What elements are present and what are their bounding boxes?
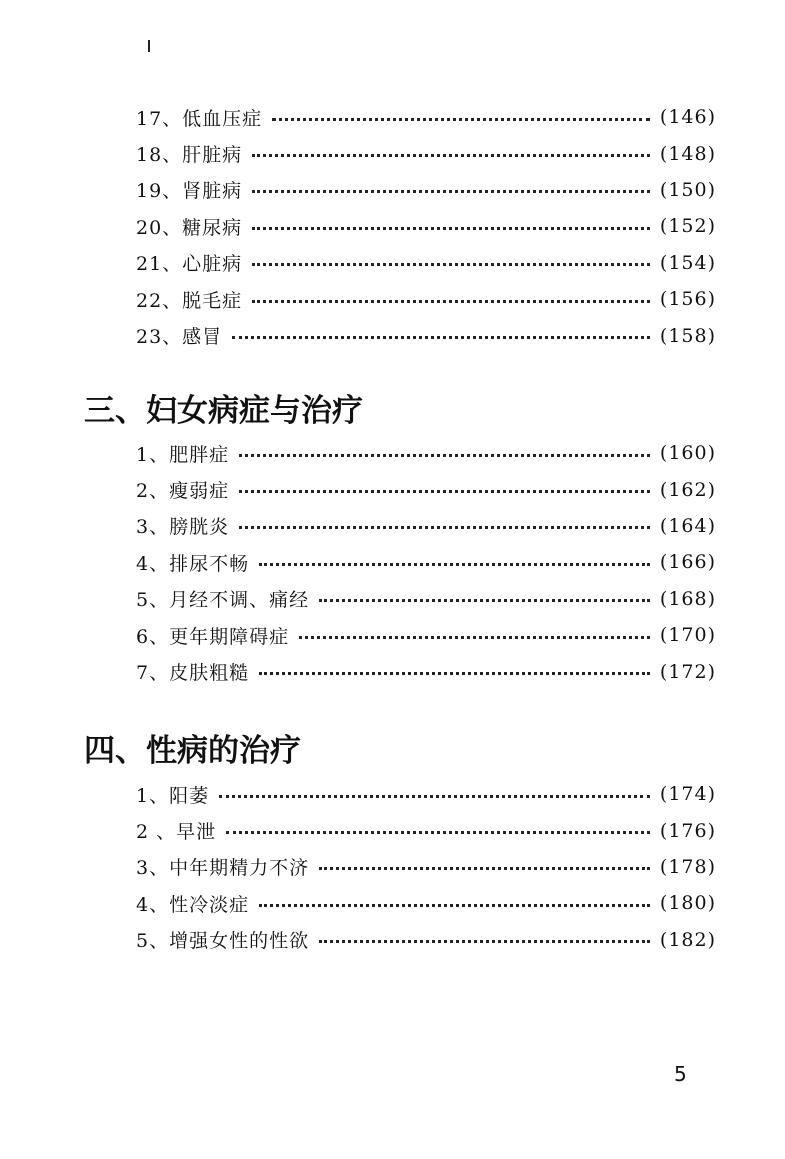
dot-leader [239, 490, 650, 493]
dot-leader [239, 526, 650, 529]
toc-entry-label: 4、性冷淡症 [136, 893, 250, 916]
toc-entry-label: 2 、早泄 [136, 821, 217, 844]
toc-entry[interactable] [136, 435, 716, 471]
dot-leader [259, 672, 650, 675]
toc-entry-label: 20、糖尿病 [136, 216, 243, 239]
dot-leader [239, 454, 650, 457]
toc-entry-label: 3、膀胱炎 [136, 516, 230, 539]
toc-entry[interactable] [136, 208, 716, 244]
toc-entry-list [136, 776, 716, 958]
dot-leader [259, 563, 650, 566]
toc-entry-label: 22、脱毛症 [136, 289, 243, 312]
page-number: 5 [674, 1062, 687, 1086]
toc-entry[interactable] [136, 776, 716, 812]
toc-entry-list [136, 99, 716, 354]
toc-entry[interactable] [136, 812, 716, 848]
section-heading: 四、性病的治疗 [84, 733, 301, 769]
toc-entry-page: (178) [659, 855, 716, 878]
toc-entry[interactable] [136, 581, 716, 617]
dot-leader [252, 300, 650, 303]
toc-entry-page: (160) [659, 442, 716, 465]
dot-leader [219, 795, 650, 798]
toc-entry[interactable] [136, 317, 716, 353]
toc-entry[interactable] [136, 617, 716, 653]
toc-entry-page: (166) [659, 551, 716, 574]
toc-entry-label: 19、肾脏病 [136, 180, 243, 203]
toc-entry-page: (158) [659, 324, 716, 347]
scan-mark [148, 40, 150, 52]
toc-entry-page: (172) [659, 660, 716, 683]
dot-leader [319, 940, 650, 943]
toc-entry-page: (162) [659, 478, 716, 501]
toc-entry-label: 1、阳萎 [136, 784, 210, 807]
toc-entry[interactable] [136, 849, 716, 885]
toc-entry-label: 4、排尿不畅 [136, 552, 250, 575]
toc-entry[interactable] [136, 99, 716, 135]
toc-entry-page: (146) [659, 106, 716, 129]
toc-entry-page: (176) [659, 819, 716, 842]
toc-entry-label: 5、增强女性的性欲 [136, 930, 310, 953]
toc-entry-list [136, 435, 716, 690]
toc-entry-page: (154) [659, 251, 716, 274]
toc-entry-label: 23、感冒 [136, 326, 223, 349]
toc-entry[interactable] [136, 508, 716, 544]
toc-entry-label: 17、低血压症 [136, 107, 263, 130]
toc-entry[interactable] [136, 281, 716, 317]
dot-leader [252, 227, 650, 230]
toc-entry[interactable] [136, 544, 716, 580]
dot-leader [299, 636, 650, 639]
toc-entry-label: 5、月经不调、痛经 [136, 589, 310, 612]
toc-entry-page: (170) [659, 624, 716, 647]
toc-entry-label: 21、心脏病 [136, 253, 243, 276]
toc-entry-page: (182) [659, 928, 716, 951]
toc-entry[interactable] [136, 172, 716, 208]
toc-entry-page: (150) [659, 178, 716, 201]
toc-entry-label: 6、更年期障碍症 [136, 625, 290, 648]
dot-leader [272, 118, 650, 121]
toc-entry[interactable] [136, 885, 716, 921]
dot-leader [252, 263, 650, 266]
toc-entry[interactable] [136, 653, 716, 689]
toc-entry[interactable] [136, 135, 716, 171]
toc-entry-label: 18、肝脏病 [136, 144, 243, 167]
dot-leader [252, 190, 650, 193]
toc-entry[interactable] [136, 245, 716, 281]
toc-entry-page: (168) [659, 587, 716, 610]
dot-leader [226, 831, 650, 834]
toc-entry-page: (174) [659, 783, 716, 806]
toc-entry-page: (152) [659, 215, 716, 238]
toc-entry-page: (164) [659, 514, 716, 537]
dot-leader [232, 336, 650, 339]
toc-entry-page: (148) [659, 142, 716, 165]
toc-entry-page: (156) [659, 288, 716, 311]
section-heading: 三、妇女病症与治疗 [84, 393, 363, 429]
dot-leader [319, 867, 650, 870]
toc-entry-label: 2、瘦弱症 [136, 480, 230, 503]
toc-entry[interactable] [136, 922, 716, 958]
toc-entry[interactable] [136, 471, 716, 507]
dot-leader [259, 904, 650, 907]
dot-leader [319, 599, 650, 602]
dot-leader [252, 154, 650, 157]
toc-entry-label: 1、肥胖症 [136, 443, 230, 466]
toc-entry-label: 7、皮肤粗糙 [136, 662, 250, 685]
toc-entry-label: 3、中年期精力不济 [136, 857, 310, 880]
toc-entry-page: (180) [659, 892, 716, 915]
